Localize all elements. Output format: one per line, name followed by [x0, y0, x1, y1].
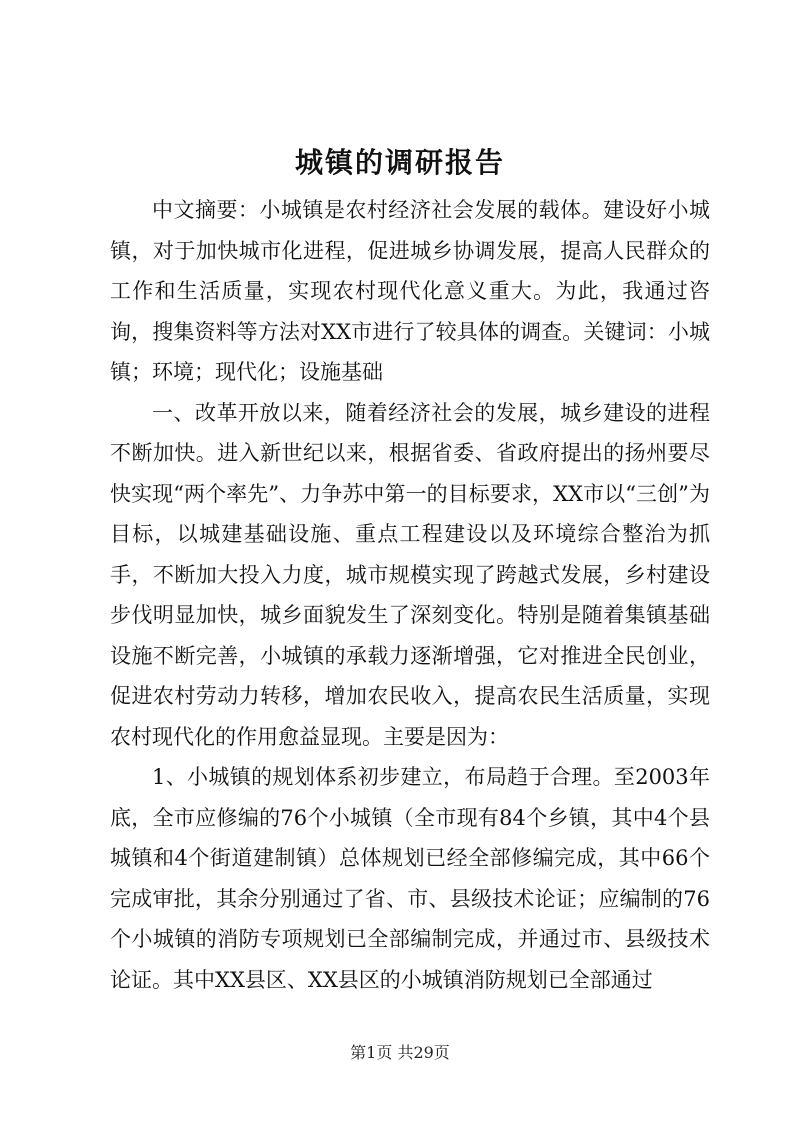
document-title: 城镇的调研报告 — [294, 146, 505, 179]
paragraph-item-one: 1、小城镇的规划体系初步建立，布局趋于合理。至2003年底，全市应修编的76个小城镇（全市现有84个乡镇，其中4个县城镇和4个街道建制镇）总体规划已经全部修编完成，其中66个完成审批，其余分别通过了省、市、县级技术论证；应编制的76个小城镇的消防专项规划已全部编制完成，并通过市、县级技术论证。其中XX县区、XX县区的小城镇消防规划已全部通过 — [110, 765, 710, 992]
paragraph-section-one: 一、改革开放以来，随着经济社会的发展，城乡建设的进程不断加快。进入新世纪以来，根据省委、省政府提出的扬州要尽快实现“两个率先”、力争苏中第一的目标要求，XX市以“三创”为目标，以城建基础设施、重点工程建设以及环境综合整治为抓手，不断加大投入力度，城市规模实现了跨越式发展，乡村建设步伐明显加快，城乡面貌发生了深刻变化。特别是随着集镇基础设施不断完善，小城镇的承载力逐渐增强，它对推进全民创业，促进农村劳动力转移，增加农民收入，提高农民生活质量，实现农村现代化的作用愈益显现。主要是因为： — [110, 400, 710, 749]
paragraph-abstract: 中文摘要：小城镇是农村经济社会发展的载体。建设好小城镇，对于加快城市化进程，促进城乡协调发展，提高人民群众的工作和生活质量，实现农村现代化意义重大。为此，我通过咨询，搜集资料等方法对XX市进行了较具体的调查。关键词：小城镇；环境；现代化；设施基础 — [110, 198, 710, 384]
page-footer: 第1页 共29页 — [350, 1043, 450, 1062]
document-body — [110, 190, 710, 1000]
